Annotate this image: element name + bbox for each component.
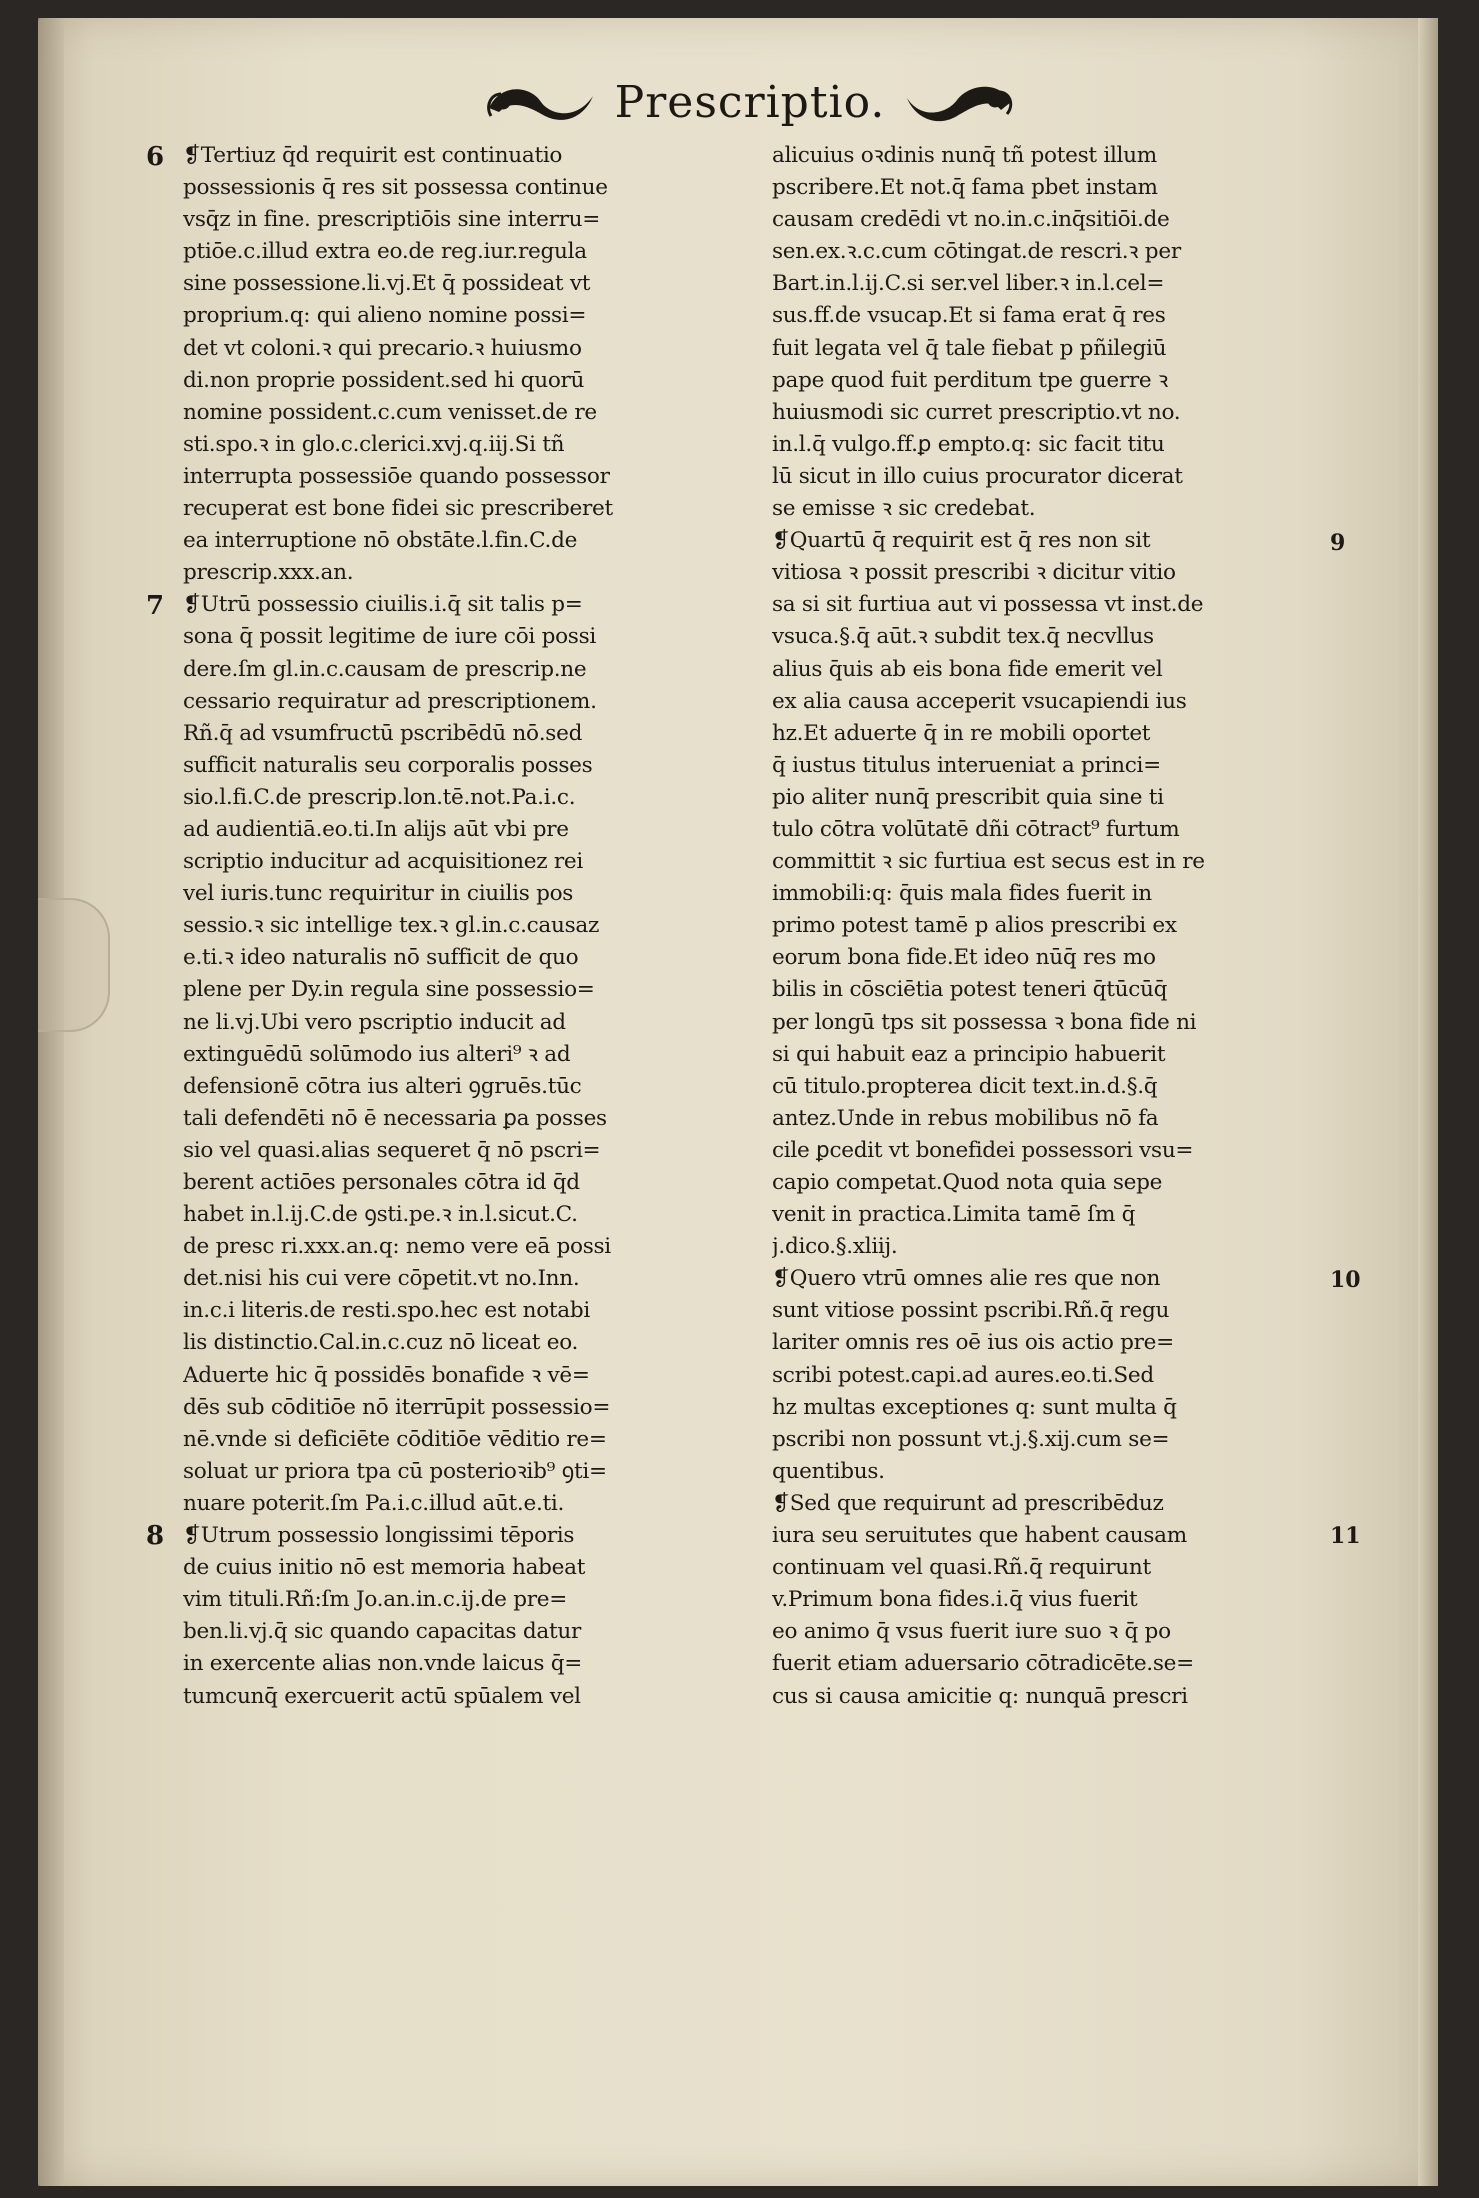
text-line: in.l.q̄ vulgo.ff.ꝑ empto.q: sic facit titu bbox=[772, 431, 1165, 457]
text-line: lariter omnis res oē ius ois actio pre= bbox=[772, 1330, 1174, 1356]
text-line: sessio.ꝛ sic intellige tex.ꝛ gl.in.c.causaz bbox=[183, 913, 600, 939]
text-line: j.dico.§.xliij. bbox=[772, 1234, 898, 1260]
text-line: tulo cōtra volūtatē dñi cōtract⁹ furtum bbox=[772, 816, 1180, 842]
margin-number-11: 11 bbox=[1330, 1523, 1361, 1549]
text-line: soluat ur priora tpa cū posterioꝛib⁹ ꝯti= bbox=[183, 1458, 607, 1484]
text-line: scribi potest.capi.ad aures.eo.ti.Sed bbox=[772, 1362, 1154, 1388]
margin-number-7: 7 bbox=[146, 591, 165, 621]
text-line: de presc ri.xxx.an.q: nemo vere eā possi bbox=[183, 1234, 611, 1260]
text-line: pscribere.Et not.q̄ fama pbet instam bbox=[772, 175, 1158, 201]
text-line: primo potest tamē p alios prescribi ex bbox=[772, 913, 1177, 939]
text-line: cus si causa amicitie q: nunquā prescri bbox=[772, 1683, 1188, 1709]
text-line: ❡Utrum possessio longissimi tēporis bbox=[183, 1523, 575, 1549]
text-line: ea interruptione nō obstāte.l.fin.C.de bbox=[183, 528, 578, 554]
text-line: pio aliter nunq̄ prescribit quia sine ti bbox=[772, 784, 1164, 810]
text-line: sen.ex.ꝛ.c.cum cōtingat.de rescri.ꝛ per bbox=[772, 239, 1181, 265]
text-line: cile ꝑcedit vt bonefidei possessori vsu= bbox=[772, 1137, 1194, 1163]
text-line: sunt vitiose possint pscribi.Rñ.q̄ regu bbox=[772, 1298, 1170, 1324]
text-line: pscribi non possunt vt.j.§.xij.cum se= bbox=[772, 1426, 1170, 1452]
text-line: hz multas exceptiones q: sunt multa q̄ bbox=[772, 1394, 1177, 1420]
text-line: nomine possident.c.cum venisset.de re bbox=[183, 399, 597, 425]
text-line: pape quod fuit perditum tpe guerre ꝛ bbox=[772, 367, 1168, 393]
text-line: quentibus. bbox=[772, 1458, 885, 1484]
text-line: eo animo q̄ vsus fuerit iure suo ꝛ q̄ po bbox=[772, 1619, 1171, 1645]
text-line: sufficit naturalis seu corporalis posses bbox=[183, 752, 593, 778]
text-line: di.non proprie possident.sed hi quorū bbox=[183, 367, 585, 393]
running-head bbox=[470, 62, 1030, 142]
text-line: de cuius initio nō est memoria habeat bbox=[183, 1555, 586, 1581]
text-line: ptiōe.c.illud extra eo.de reg.iur.regula bbox=[183, 239, 587, 265]
text-line: si qui habuit eaz a principio habuerit bbox=[772, 1041, 1166, 1067]
text-line: huiusmodi sic curret prescriptio.vt no. bbox=[772, 399, 1181, 425]
text-line: se emisse ꝛ sic credebat. bbox=[772, 496, 1036, 522]
text-line: possessionis q̄ res sit possessa continue bbox=[183, 175, 608, 201]
text-line: vsq̄z in fine. prescriptiōis sine interru= bbox=[183, 207, 601, 233]
text-line: q̄ iustus titulus interueniat a princi= bbox=[772, 752, 1161, 778]
text-line: Rñ.q̄ ad vsumfructū pscribēdū nō.sed bbox=[183, 720, 583, 746]
text-line: v.Primum bona fides.i.q̄ vius fuerit bbox=[772, 1587, 1138, 1613]
text-line: in exercente alias non.vnde laicus q̄= bbox=[183, 1651, 583, 1677]
text-line: plene per Dy.in regula sine possessio= bbox=[183, 977, 595, 1003]
text-line: berent actiōes personales cōtra id q̄d bbox=[183, 1170, 580, 1195]
text-line: dēs sub cōditiōe nō iterrūpit possessio= bbox=[183, 1394, 611, 1420]
text-line: per longū tps sit possessa ꝛ bona fide ni bbox=[772, 1009, 1197, 1035]
text-line: sus.ff.de vsucap.Et si fama erat q̄ res bbox=[772, 303, 1166, 329]
margin-number-10: 10 bbox=[1330, 1267, 1361, 1293]
text-line: cessario requiratur ad prescriptionem. bbox=[183, 688, 597, 714]
text-line: sa si sit furtiua aut vi possessa vt inst.de bbox=[772, 592, 1204, 618]
right-fleuron-ornament-icon bbox=[899, 72, 1019, 132]
left-fleuron-ornament-icon bbox=[481, 72, 601, 132]
text-line: scriptio inducitur ad acquisitionez rei bbox=[183, 849, 583, 875]
text-line: sti.spo.ꝛ in glo.c.clerici.xvj.q.iij.Si tñ bbox=[183, 431, 565, 457]
margin-number-9: 9 bbox=[1330, 530, 1346, 556]
text-line: fuerit etiam aduersario cōtradicēte.se= bbox=[772, 1651, 1194, 1677]
text-line: habet in.l.ij.C.de ꝯsti.pe.ꝛ in.l.sicut.C. bbox=[183, 1202, 578, 1228]
text-line: iura seu seruitutes que habent causam bbox=[772, 1523, 1187, 1549]
text-line: proprium.q: qui alieno nomine possi= bbox=[183, 303, 587, 329]
text-line: ad audientiā.eo.ti.In alijs aūt vbi pre bbox=[183, 816, 569, 842]
margin-number-8: 8 bbox=[146, 1521, 165, 1551]
text-line: ben.li.vj.q̄ sic quando capacitas datur bbox=[183, 1619, 582, 1645]
text-line: lū sicut in illo cuius procurator dicerat bbox=[772, 463, 1183, 489]
text-line: sio vel quasi.alias sequeret q̄ nō pscri= bbox=[183, 1137, 601, 1163]
page-gutter bbox=[38, 18, 64, 2186]
text-line: antez.Unde in rebus mobilibus nō fa bbox=[772, 1105, 1159, 1131]
text-line: vitiosa ꝛ possit prescribi ꝛ dicitur vitio bbox=[772, 560, 1176, 586]
text-line: ex alia causa acceperit vsucapiendi ius bbox=[772, 688, 1187, 714]
text-line: capio competat.Quod nota quia sepe bbox=[772, 1170, 1163, 1195]
text-line: fuit legata vel q̄ tale fiebat p pñilegiū bbox=[772, 335, 1167, 361]
text-line: lis distinctio.Cal.in.c.cuz nō liceat eo. bbox=[183, 1330, 579, 1356]
text-line: det.nisi his cui vere cōpetit.vt no.Inn. bbox=[183, 1266, 580, 1292]
text-line: eorum bona fide.Et ideo nūq̄ res mo bbox=[772, 945, 1156, 971]
text-line: cū titulo.propterea dicit text.in.d.§.q̄ bbox=[772, 1073, 1158, 1099]
text-line: e.ti.ꝛ ideo naturalis nō sufficit de quo bbox=[183, 945, 579, 971]
text-line: sine possessione.li.vj.Et q̄ possideat vt bbox=[183, 271, 591, 297]
text-line: causam credēdi vt no.in.c.inq̄sitiōi.de bbox=[772, 207, 1170, 233]
text-line: vsuca.§.q̄ aūt.ꝛ subdit tex.q̄ necvllus bbox=[772, 624, 1154, 650]
text-line: ❡Tertiuz q̄d requirit est continuatio bbox=[183, 143, 563, 168]
text-line: hz.Et aduerte q̄ in re mobili oportet bbox=[772, 720, 1151, 746]
text-line: nuare poterit.ſm Pa.i.c.illud aūt.e.ti. bbox=[183, 1490, 565, 1516]
text-line: defensionē cōtra ius alteri ꝯgruēs.tūc bbox=[183, 1073, 582, 1099]
text-line: tumcunq̄ exercuerit actū spūalem vel bbox=[183, 1683, 581, 1709]
text-line: continuam vel quasi.Rñ.q̄ requirunt bbox=[772, 1555, 1151, 1581]
text-line: sio.l.fi.C.de prescrip.lon.tē.not.Pa.i.c. bbox=[183, 784, 576, 810]
text-line: ne li.vj.Ubi vero pscriptio inducit ad bbox=[183, 1009, 566, 1035]
text-line: bilis in cōsciētia potest teneri q̄tūcūq̄ bbox=[772, 977, 1168, 1003]
text-line: immobili:q: q̄uis mala fides fuerit in bbox=[772, 881, 1152, 907]
text-line: in.c.i literis.de resti.spo.hec est notabi bbox=[183, 1298, 590, 1324]
text-line: vel iuris.tunc requiritur in ciuilis pos bbox=[183, 881, 574, 907]
text-line: ❡Sed que requirunt ad prescribēduz bbox=[772, 1490, 1164, 1516]
text-line: sona q̄ possit legitime de iure cōi possi bbox=[183, 624, 596, 650]
right-text-column bbox=[772, 140, 1340, 1713]
text-line: tali defendēti nō ē necessaria ꝑa posses bbox=[183, 1105, 607, 1131]
text-line: alicuius oꝛdinis nunq̄ tñ potest illum bbox=[772, 143, 1157, 168]
margin-number-6: 6 bbox=[146, 142, 165, 172]
text-line: committit ꝛ sic furtiua est secus est in re bbox=[772, 849, 1205, 875]
text-line: venit in practica.Limita tamē ſm q̄ bbox=[772, 1202, 1136, 1228]
text-line: ❡Quartū q̄ requirit est q̄ res non sit bbox=[772, 528, 1151, 554]
text-line: det vt coloni.ꝛ qui precario.ꝛ huiusmo bbox=[183, 335, 582, 361]
text-line: recuperat est bone fidei sic prescriberet bbox=[183, 496, 613, 522]
left-text-column bbox=[183, 140, 758, 1713]
text-line: ❡Utrū possessio ciuilis.i.q̄ sit talis p= bbox=[183, 592, 583, 618]
text-line: Aduerte hic q̄ possidēs bonafide ꝛ vē= bbox=[183, 1362, 590, 1388]
text-line: dere.ſm gl.in.c.causam de prescrip.ne bbox=[183, 656, 587, 682]
text-line: prescrip.xxx.an. bbox=[183, 560, 354, 586]
text-line: nē.vnde si deficiēte cōditiōe vēditio re= bbox=[183, 1426, 607, 1452]
page-fore-edge bbox=[1418, 18, 1438, 2186]
text-line: extinguēdū solūmodo ius alteri⁹ ꝛ ad bbox=[183, 1041, 571, 1067]
text-line: vim tituli.Rñ:ſm Jo.an.in.c.ij.de pre= bbox=[183, 1587, 568, 1613]
text-line: interrupta possessiōe quando possessor bbox=[183, 463, 610, 489]
page-clip-mark bbox=[38, 898, 110, 1032]
text-line: Bart.in.l.ij.C.si ser.vel liber.ꝛ in.l.cel= bbox=[772, 271, 1165, 297]
page-title: Prescriptio. bbox=[614, 76, 886, 128]
text-line: alius q̄uis ab eis bona fide emerit vel bbox=[772, 656, 1163, 682]
text-line: ❡Quero vtrū omnes alie res que non bbox=[772, 1266, 1161, 1292]
